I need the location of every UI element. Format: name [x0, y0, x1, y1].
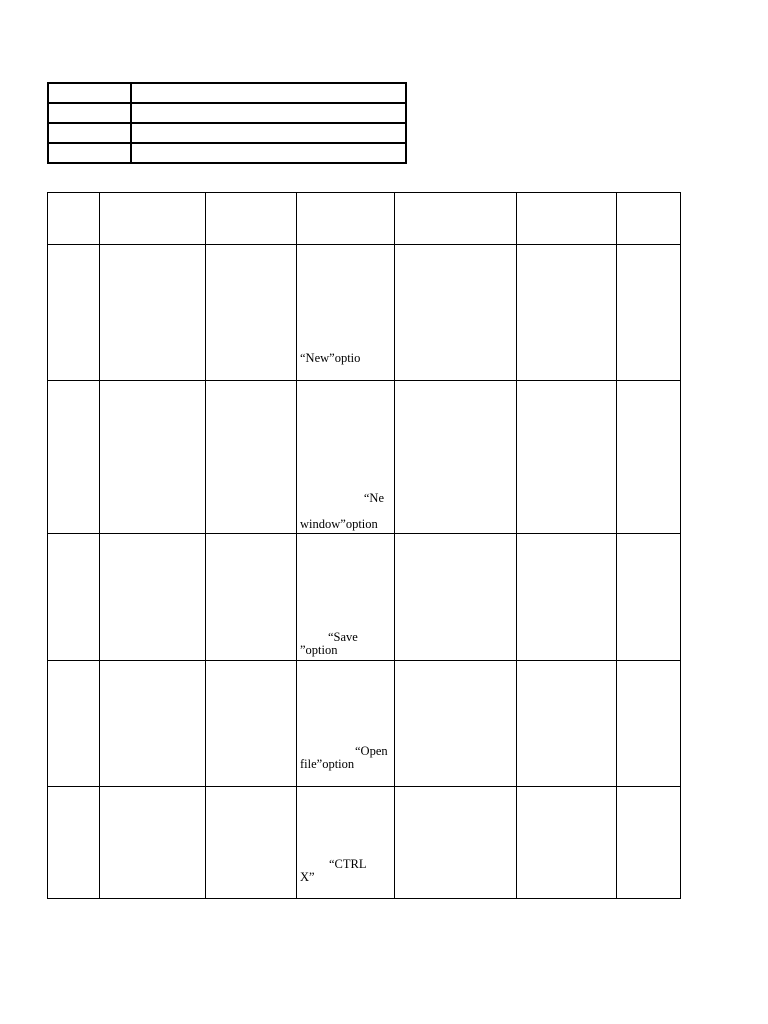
- table-cell: [48, 381, 100, 534]
- table-cell: [48, 661, 100, 787]
- table-header-row: [48, 193, 681, 245]
- info-value-cell: [131, 103, 406, 123]
- test-step-line: file”option: [300, 757, 355, 771]
- header-cell: [517, 193, 617, 245]
- header-cell: [297, 193, 395, 245]
- test-step-line: window”option: [300, 517, 378, 531]
- test-case-table: [47, 192, 681, 899]
- table-cell: [100, 381, 206, 534]
- table-cell: [100, 245, 206, 381]
- test-step-text: [300, 352, 391, 365]
- table-row: [48, 534, 681, 661]
- document-info-table: [47, 82, 407, 164]
- table-cell: [206, 534, 297, 661]
- header-cell: [617, 193, 681, 245]
- test-step-line: “Save: [328, 630, 358, 644]
- table-cell: [206, 381, 297, 534]
- test-step-text: [300, 492, 391, 531]
- table-cell: [100, 661, 206, 787]
- header-cell: [395, 193, 517, 245]
- table-cell: [206, 661, 297, 787]
- table-row: [48, 787, 681, 899]
- table-cell: [100, 534, 206, 661]
- test-step-text: [300, 745, 391, 771]
- header-cell: [48, 193, 100, 245]
- test-step-text: [300, 858, 391, 884]
- table-cell: [517, 787, 617, 899]
- table-row: [48, 661, 681, 787]
- test-step-line: ”option: [300, 643, 338, 657]
- test-step-line: “Open: [355, 744, 388, 758]
- test-step-line: “New”optio: [300, 351, 361, 365]
- info-label-cell: [48, 103, 131, 123]
- table-cell: [617, 661, 681, 787]
- table-cell: [48, 787, 100, 899]
- test-step-cell: [297, 534, 395, 661]
- table-cell: [517, 661, 617, 787]
- info-label-cell: [48, 143, 131, 163]
- table-cell: [617, 534, 681, 661]
- info-label-cell: [48, 123, 131, 143]
- table-cell: [517, 534, 617, 661]
- header-cell: [206, 193, 297, 245]
- test-step-cell: [297, 661, 395, 787]
- table-cell: [206, 787, 297, 899]
- info-row: [48, 103, 406, 123]
- info-label-cell: [48, 83, 131, 103]
- table-cell: [517, 245, 617, 381]
- info-row: [48, 83, 406, 103]
- test-step-cell: [297, 787, 395, 899]
- test-step-text: [300, 631, 391, 657]
- info-row: [48, 123, 406, 143]
- header-cell: [100, 193, 206, 245]
- table-cell: [517, 381, 617, 534]
- table-cell: [48, 245, 100, 381]
- table-cell: [617, 245, 681, 381]
- table-cell: [395, 245, 517, 381]
- info-value-cell: [131, 83, 406, 103]
- table-row: [48, 245, 681, 381]
- test-step-line: “Ne: [363, 491, 384, 505]
- info-value-cell: [131, 143, 406, 163]
- test-step-line: “CTRL: [329, 857, 367, 871]
- test-step-line: X”: [300, 870, 315, 884]
- table-cell: [48, 534, 100, 661]
- info-row: [48, 143, 406, 163]
- table-cell: [395, 661, 517, 787]
- table-cell: [395, 534, 517, 661]
- table-cell: [100, 787, 206, 899]
- table-cell: [617, 381, 681, 534]
- info-value-cell: [131, 123, 406, 143]
- test-step-cell: [297, 381, 395, 534]
- table-cell: [206, 245, 297, 381]
- table-cell: [395, 381, 517, 534]
- table-cell: [395, 787, 517, 899]
- table-row: [48, 381, 681, 534]
- table-cell: [617, 787, 681, 899]
- test-step-cell: [297, 245, 395, 381]
